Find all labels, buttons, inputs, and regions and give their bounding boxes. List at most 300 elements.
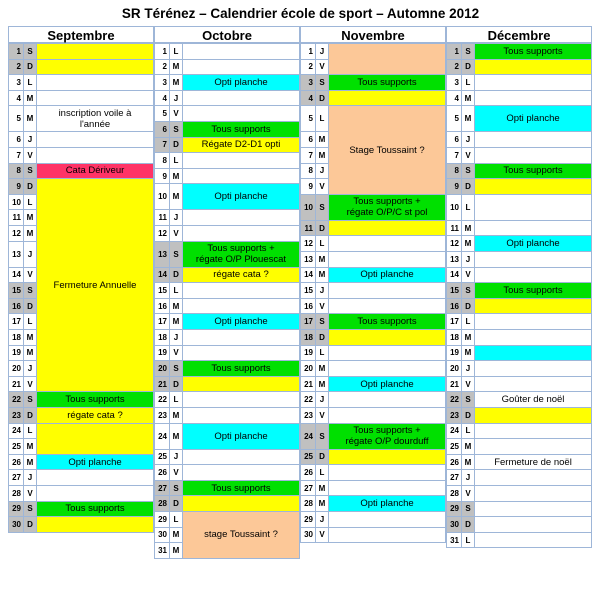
day-number: 26	[446, 454, 462, 471]
weekday-letter: M	[169, 168, 183, 185]
day-number: 8	[300, 163, 316, 180]
day-number: 31	[446, 532, 462, 549]
event-cell	[328, 391, 446, 408]
day-number: 1	[154, 43, 170, 60]
weekday-letter: L	[169, 511, 183, 528]
weekday-letter: D	[169, 376, 183, 393]
weekday-letter: M	[315, 131, 329, 148]
event-cell: Tous supports	[36, 501, 154, 518]
weekday-letter: M	[23, 225, 37, 242]
weekday-letter: J	[315, 163, 329, 180]
weekday-letter: D	[315, 90, 329, 107]
event-cell	[36, 131, 154, 148]
event-cell: Tous supports	[182, 360, 300, 377]
event-cell	[182, 225, 300, 242]
weekday-letter: V	[461, 485, 475, 502]
event-cell	[182, 90, 300, 107]
day-number: 27	[8, 469, 24, 486]
day-number: 22	[300, 391, 316, 408]
weekday-letter: D	[23, 298, 37, 315]
weekday-letter: M	[169, 527, 183, 544]
day-number: 6	[446, 131, 462, 148]
month-grid	[8, 43, 154, 590]
day-number: 23	[8, 407, 24, 424]
weekday-letter: M	[315, 495, 329, 512]
weekday-letter: L	[23, 194, 37, 211]
event-cell: Fermeture Annuelle	[36, 178, 154, 392]
weekday-letter: D	[315, 329, 329, 346]
weekday-letter: S	[315, 194, 329, 221]
weekday-letter: L	[23, 74, 37, 91]
weekday-letter: V	[23, 147, 37, 164]
event-cell	[182, 345, 300, 362]
weekday-letter: M	[169, 298, 183, 315]
weekday-letter: L	[169, 282, 183, 299]
weekday-letter: M	[23, 105, 37, 132]
day-number: 5	[8, 105, 24, 132]
event-cell	[328, 329, 446, 346]
day-number: 30	[8, 516, 24, 533]
weekday-letter: V	[461, 267, 475, 284]
day-number: 6	[8, 131, 24, 148]
weekday-letter: S	[23, 391, 37, 408]
event-cell	[182, 152, 300, 169]
day-number: 2	[446, 59, 462, 76]
event-cell	[328, 464, 446, 481]
event-cell	[328, 345, 446, 362]
event-cell	[474, 532, 592, 549]
day-number: 1	[8, 43, 24, 60]
event-cell	[328, 511, 446, 528]
month-grid	[154, 43, 300, 590]
event-cell: Opti planche	[328, 267, 446, 284]
day-number: 3	[300, 74, 316, 91]
day-number: 21	[8, 376, 24, 393]
weekday-letter: V	[23, 267, 37, 284]
event-cell	[328, 298, 446, 315]
day-number: 28	[446, 485, 462, 502]
day-number: 26	[300, 464, 316, 481]
month-grid	[446, 43, 592, 590]
day-number: 16	[154, 298, 170, 315]
day-number: 10	[300, 194, 316, 221]
day-number: 11	[154, 209, 170, 226]
weekday-letter: S	[315, 423, 329, 450]
event-cell: Stage Toussaint ?	[328, 105, 446, 194]
event-cell	[474, 360, 592, 377]
event-cell	[474, 251, 592, 268]
day-number: 24	[8, 423, 24, 440]
day-number: 17	[300, 313, 316, 330]
day-number: 17	[446, 313, 462, 330]
weekday-letter: M	[169, 407, 183, 424]
day-number: 7	[446, 147, 462, 164]
month-header: Novembre	[300, 26, 446, 43]
day-number: 29	[446, 501, 462, 518]
event-cell	[474, 329, 592, 346]
day-number: 8	[446, 163, 462, 180]
event-cell: Tous supports + régate O/P/C st pol	[328, 194, 446, 221]
day-number: 15	[446, 282, 462, 299]
event-cell	[474, 90, 592, 107]
weekday-letter: D	[461, 407, 475, 424]
weekday-letter: S	[23, 163, 37, 180]
event-cell: Fermeture de noël	[474, 454, 592, 471]
weekday-letter: S	[461, 501, 475, 518]
weekday-letter: D	[461, 516, 475, 533]
day-number: 2	[154, 59, 170, 76]
day-number: 17	[8, 313, 24, 330]
weekday-letter: J	[169, 449, 183, 466]
weekday-letter: J	[23, 241, 37, 268]
day-number: 14	[8, 267, 24, 284]
event-cell: Tous supports + régate O/P Plouescat	[182, 241, 300, 268]
weekday-letter: V	[315, 527, 329, 544]
weekday-letter: V	[461, 376, 475, 393]
weekday-letter: D	[315, 449, 329, 466]
event-cell: Régate D2-D1 opti	[182, 137, 300, 154]
weekday-letter: M	[461, 454, 475, 471]
event-cell	[328, 449, 446, 466]
day-number: 19	[446, 345, 462, 362]
day-number: 10	[8, 194, 24, 211]
weekday-letter: V	[315, 407, 329, 424]
weekday-letter: M	[169, 59, 183, 76]
event-cell	[36, 485, 154, 502]
weekday-letter: L	[461, 313, 475, 330]
event-cell	[182, 464, 300, 481]
event-cell	[474, 267, 592, 284]
day-number: 24	[446, 423, 462, 440]
event-cell: Goûter de noël	[474, 391, 592, 408]
event-cell: Cata Dériveur	[36, 163, 154, 180]
event-cell	[328, 235, 446, 252]
event-cell	[182, 495, 300, 512]
weekday-letter: L	[461, 74, 475, 91]
day-number: 20	[446, 360, 462, 377]
day-number: 13	[446, 251, 462, 268]
weekday-letter: V	[169, 105, 183, 122]
day-number: 3	[446, 74, 462, 91]
weekday-letter: D	[461, 59, 475, 76]
event-cell: Opti planche	[182, 313, 300, 330]
event-cell: Opti planche	[182, 423, 300, 450]
event-cell	[474, 178, 592, 195]
weekday-letter: S	[23, 501, 37, 518]
day-number: 11	[300, 220, 316, 237]
day-number: 22	[8, 391, 24, 408]
event-cell	[182, 168, 300, 185]
event-cell	[474, 194, 592, 221]
weekday-letter: L	[23, 313, 37, 330]
weekday-letter: M	[23, 329, 37, 346]
event-cell	[474, 501, 592, 518]
event-cell	[36, 423, 154, 455]
month-header: Décembre	[446, 26, 592, 43]
weekday-letter: D	[169, 267, 183, 284]
event-cell	[328, 407, 446, 424]
weekday-letter: V	[315, 59, 329, 76]
day-number: 22	[446, 391, 462, 408]
weekday-letter: L	[461, 194, 475, 221]
day-number: 3	[8, 74, 24, 91]
event-cell	[474, 438, 592, 455]
day-number: 20	[8, 360, 24, 377]
day-number: 18	[154, 329, 170, 346]
weekday-letter: D	[169, 495, 183, 512]
event-cell	[328, 90, 446, 107]
weekday-letter: M	[169, 313, 183, 330]
event-cell	[182, 407, 300, 424]
weekday-letter: J	[461, 131, 475, 148]
event-cell	[182, 376, 300, 393]
event-cell	[182, 298, 300, 315]
weekday-letter: J	[315, 391, 329, 408]
weekday-letter: J	[315, 282, 329, 299]
day-number: 9	[8, 178, 24, 195]
weekday-letter: D	[23, 178, 37, 195]
day-number: 28	[300, 495, 316, 512]
weekday-letter: S	[461, 282, 475, 299]
day-number: 25	[446, 438, 462, 455]
day-number: 4	[154, 90, 170, 107]
event-cell	[474, 516, 592, 533]
day-number: 4	[8, 90, 24, 107]
day-number: 21	[446, 376, 462, 393]
weekday-letter: S	[461, 43, 475, 60]
weekday-letter: S	[315, 74, 329, 91]
day-number: 30	[300, 527, 316, 544]
weekday-letter: S	[169, 480, 183, 497]
day-number: 5	[154, 105, 170, 122]
event-cell: Opti planche	[328, 376, 446, 393]
event-cell	[328, 220, 446, 237]
weekday-letter: M	[23, 209, 37, 226]
day-number: 30	[446, 516, 462, 533]
month-december	[446, 26, 592, 590]
day-number: 11	[446, 220, 462, 237]
day-number: 24	[154, 423, 170, 450]
day-number: 26	[8, 454, 24, 471]
event-cell: Opti planche	[182, 74, 300, 91]
event-cell: Opti planche	[36, 454, 154, 471]
event-cell: stage Toussaint ?	[182, 511, 300, 559]
weekday-letter: J	[461, 360, 475, 377]
event-cell	[474, 313, 592, 330]
weekday-letter: M	[461, 438, 475, 455]
page-title: SR Térénez – Calendrier école de sport – Automne 2012	[121, 6, 480, 21]
weekday-letter: J	[169, 90, 183, 107]
weekday-letter: S	[169, 121, 183, 138]
month-october	[154, 26, 300, 590]
weekday-letter: M	[169, 74, 183, 91]
weekday-letter: S	[23, 43, 37, 60]
event-cell	[474, 485, 592, 502]
event-cell: Tous supports + régate O/P dourduff	[328, 423, 446, 450]
event-cell: inscription voile à l'année	[36, 105, 154, 132]
weekday-letter: J	[315, 43, 329, 60]
weekday-letter: M	[169, 423, 183, 450]
weekday-letter: S	[169, 360, 183, 377]
month-header: Septembre	[8, 26, 154, 43]
weekday-letter: J	[315, 511, 329, 528]
day-number: 21	[154, 376, 170, 393]
day-number: 18	[8, 329, 24, 346]
day-number: 21	[300, 376, 316, 393]
month-november	[300, 26, 446, 590]
weekday-letter: L	[169, 391, 183, 408]
day-number: 7	[154, 137, 170, 154]
day-number: 6	[300, 131, 316, 148]
event-cell: Opti planche	[474, 105, 592, 132]
weekday-letter: M	[461, 235, 475, 252]
day-number: 19	[154, 345, 170, 362]
event-cell	[36, 90, 154, 107]
weekday-letter: S	[23, 282, 37, 299]
weekday-letter: M	[169, 542, 183, 559]
day-number: 30	[154, 527, 170, 544]
event-cell	[182, 449, 300, 466]
event-cell	[474, 423, 592, 440]
day-number: 10	[154, 183, 170, 210]
day-number: 15	[8, 282, 24, 299]
weekday-letter: S	[169, 241, 183, 268]
day-number: 20	[154, 360, 170, 377]
event-cell	[182, 391, 300, 408]
day-number: 23	[300, 407, 316, 424]
day-number: 14	[300, 267, 316, 284]
weekday-letter: V	[23, 376, 37, 393]
day-number: 29	[8, 501, 24, 518]
weekday-letter: L	[315, 235, 329, 252]
day-number: 5	[446, 105, 462, 132]
day-number: 18	[446, 329, 462, 346]
event-cell	[182, 43, 300, 60]
event-cell: régate cata ?	[36, 407, 154, 424]
day-number: 22	[154, 391, 170, 408]
day-number: 7	[8, 147, 24, 164]
day-number: 6	[154, 121, 170, 138]
day-number: 1	[446, 43, 462, 60]
weekday-letter: V	[315, 178, 329, 195]
event-cell	[182, 329, 300, 346]
event-cell: Tous supports	[182, 480, 300, 497]
day-number: 1	[300, 43, 316, 60]
month-grid	[300, 43, 446, 590]
day-number: 25	[154, 449, 170, 466]
day-number: 12	[154, 225, 170, 242]
day-number: 16	[300, 298, 316, 315]
event-cell: Tous supports	[328, 74, 446, 91]
day-number: 9	[154, 168, 170, 185]
day-number: 23	[446, 407, 462, 424]
event-cell: Tous supports	[474, 282, 592, 299]
weekday-letter: M	[23, 438, 37, 455]
event-cell	[474, 220, 592, 237]
event-cell	[182, 282, 300, 299]
event-cell	[474, 131, 592, 148]
event-cell	[474, 376, 592, 393]
event-cell: Tous supports	[328, 313, 446, 330]
day-number: 25	[8, 438, 24, 455]
weekday-letter: L	[315, 105, 329, 132]
day-number: 12	[446, 235, 462, 252]
weekday-letter: D	[461, 178, 475, 195]
weekday-letter: M	[315, 251, 329, 268]
event-cell	[36, 43, 154, 60]
weekday-letter: L	[315, 464, 329, 481]
weekday-letter: M	[169, 183, 183, 210]
weekday-letter: M	[315, 267, 329, 284]
day-number: 13	[8, 241, 24, 268]
weekday-letter: D	[23, 59, 37, 76]
weekday-letter: M	[461, 220, 475, 237]
day-number: 31	[154, 542, 170, 559]
weekday-letter: D	[315, 220, 329, 237]
weekday-letter: S	[461, 163, 475, 180]
event-cell: Opti planche	[328, 495, 446, 512]
day-number: 7	[300, 147, 316, 164]
day-number: 16	[8, 298, 24, 315]
weekday-letter: L	[23, 423, 37, 440]
weekday-letter: V	[169, 345, 183, 362]
day-number: 27	[154, 480, 170, 497]
month-header: Octobre	[154, 26, 300, 43]
day-number: 20	[300, 360, 316, 377]
weekday-letter: M	[315, 360, 329, 377]
weekday-letter: L	[169, 43, 183, 60]
day-number: 27	[300, 480, 316, 497]
day-number: 13	[154, 241, 170, 268]
event-cell	[36, 147, 154, 164]
event-cell	[328, 527, 446, 544]
day-number: 9	[300, 178, 316, 195]
weekday-letter: S	[461, 391, 475, 408]
day-number: 11	[8, 209, 24, 226]
event-cell	[328, 251, 446, 268]
event-cell	[328, 282, 446, 299]
day-number: 28	[154, 495, 170, 512]
event-cell	[474, 407, 592, 424]
weekday-letter: M	[23, 454, 37, 471]
event-cell	[328, 480, 446, 497]
weekday-letter: V	[169, 464, 183, 481]
event-cell	[328, 43, 446, 75]
day-number: 19	[8, 345, 24, 362]
day-number: 15	[154, 282, 170, 299]
event-cell: Tous supports	[182, 121, 300, 138]
weekday-letter: M	[461, 329, 475, 346]
day-number: 18	[300, 329, 316, 346]
day-number: 13	[300, 251, 316, 268]
event-cell: Opti planche	[474, 235, 592, 252]
event-cell	[474, 298, 592, 315]
weekday-letter: J	[23, 131, 37, 148]
event-cell	[474, 469, 592, 486]
event-cell: Opti planche	[182, 183, 300, 210]
weekday-letter: D	[23, 407, 37, 424]
day-number: 17	[154, 313, 170, 330]
weekday-letter: D	[23, 516, 37, 533]
day-number: 29	[154, 511, 170, 528]
day-number: 28	[8, 485, 24, 502]
day-number: 8	[8, 163, 24, 180]
event-cell	[36, 469, 154, 486]
event-cell: Tous supports	[36, 391, 154, 408]
weekday-letter: L	[315, 345, 329, 362]
day-number: 16	[446, 298, 462, 315]
day-number: 4	[446, 90, 462, 107]
